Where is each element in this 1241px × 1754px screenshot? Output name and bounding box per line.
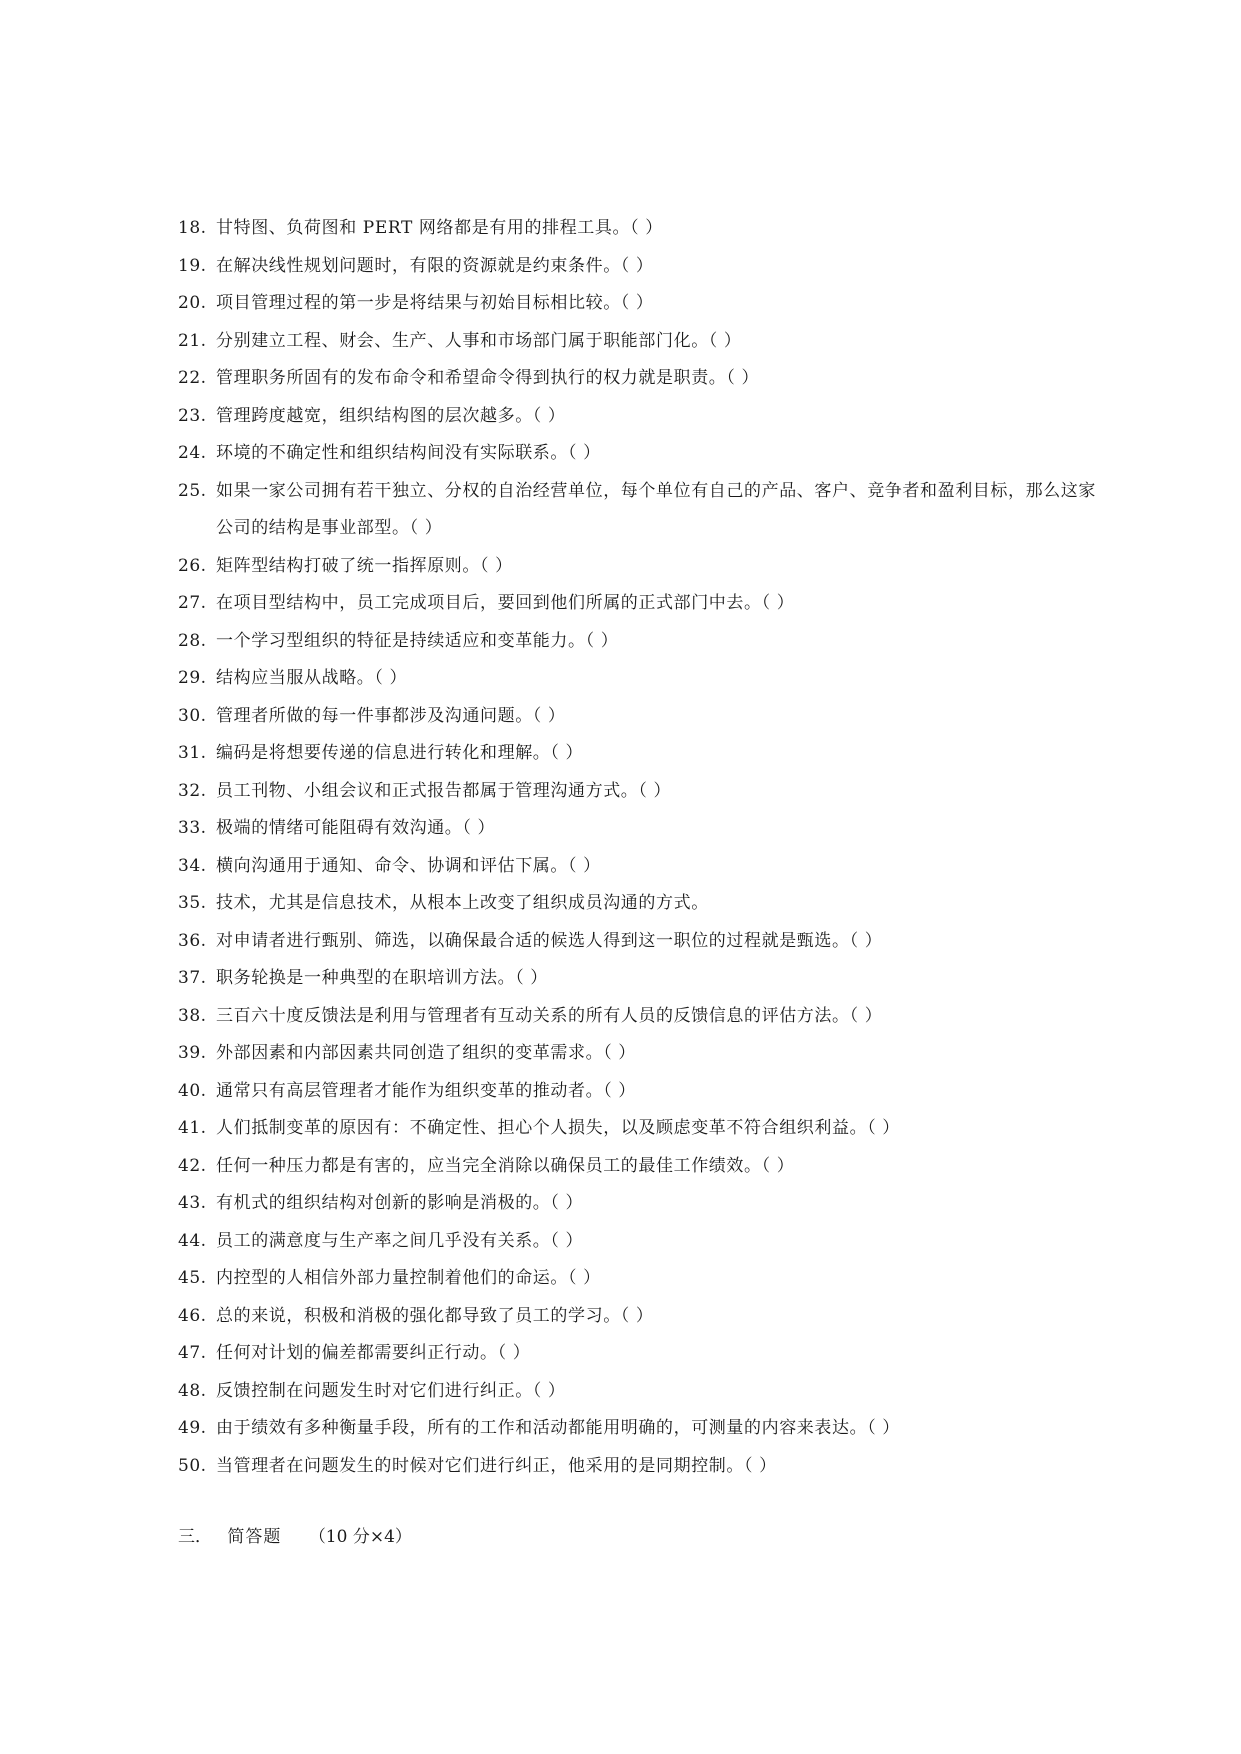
question-number: 44. — [178, 1230, 207, 1251]
question-number: 27. — [178, 593, 207, 613]
question-number: 50. — [178, 1455, 207, 1476]
question-item — [178, 398, 1098, 436]
question-text: 甘特图、负荷图和 PERT 网络都是有用的排程工具。（ ） — [216, 218, 663, 238]
question-item — [178, 1373, 1098, 1411]
question-item — [178, 1298, 1098, 1336]
question-number: 22. — [178, 368, 207, 388]
question-text: 结构应当服从战略。（ ） — [216, 668, 408, 688]
question-item — [178, 660, 1098, 698]
question-number: 31. — [178, 743, 207, 763]
question-text: 一个学习型组织的特征是持续适应和变革能力。（ ） — [216, 630, 619, 651]
question-number: 48. — [178, 1380, 207, 1401]
question-number: 28. — [178, 630, 207, 651]
question-text: 管理职务所固有的发布命令和希望命令得到执行的权力就是职责。（ ） — [216, 368, 760, 388]
question-item — [178, 1035, 1098, 1073]
question-item — [178, 1448, 1098, 1486]
question-text: 反馈控制在问题发生时对它们进行纠正。（ ） — [216, 1380, 566, 1401]
question-text: 极端的情绪可能阻碍有效沟通。（ ） — [216, 818, 496, 838]
question-item — [178, 998, 1098, 1036]
question-number: 41. — [178, 1118, 207, 1138]
question-text: 环境的不确定性和组织结构间没有实际联系。（ ） — [216, 443, 601, 463]
question-number: 49. — [178, 1418, 207, 1438]
question-number: 23. — [178, 405, 207, 426]
question-item — [178, 285, 1098, 323]
question-text: 任何对计划的偏差都需要纠正行动。（ ） — [216, 1343, 531, 1363]
question-text: 管理跨度越宽，组织结构图的层次越多。（ ） — [216, 405, 566, 426]
section-number: 三． — [178, 1527, 212, 1547]
question-item — [178, 548, 1098, 586]
true-false-question-list — [178, 210, 1098, 1485]
section-score: （10 分×4） — [308, 1527, 412, 1547]
question-text: 外部因素和内部因素共同创造了组织的变革需求。（ ） — [216, 1043, 636, 1063]
question-item — [178, 623, 1098, 661]
question-number: 20. — [178, 293, 207, 313]
question-number: 19. — [178, 255, 207, 276]
question-item — [178, 1335, 1098, 1373]
question-number: 21. — [178, 330, 207, 351]
question-number: 30. — [178, 705, 207, 726]
question-text: 编码是将想要传递的信息进行转化和理解。（ ） — [216, 743, 584, 763]
question-text: 矩阵型结构打破了统一指挥原则。（ ） — [216, 555, 513, 576]
question-text: 在解决线性规划问题时，有限的资源就是约束条件。（ ） — [216, 255, 654, 276]
question-text: 如果一家公司拥有若干独立、分权的自治经营单位，每个单位有自己的产品、客户、竞争者和盈利目标，那么这家公司的结构是事业部型。（ ） — [216, 480, 1096, 538]
question-text: 人们抵制变革的原因有：不确定性、担心个人损失，以及顾虑变革不符合组织利益。（ ） — [216, 1118, 900, 1138]
question-text: 管理者所做的每一件事都涉及沟通问题。（ ） — [216, 705, 566, 726]
question-number: 36. — [178, 930, 207, 951]
question-text: 项目管理过程的第一步是将结果与初始目标相比较。（ ） — [216, 293, 654, 313]
question-number: 33. — [178, 818, 207, 838]
question-number: 35. — [178, 893, 207, 913]
question-item — [178, 923, 1098, 961]
question-number: 34. — [178, 855, 207, 876]
question-text: 任何一种压力都是有害的，应当完全消除以确保员工的最佳工作绩效。（ ） — [216, 1155, 795, 1176]
question-number: 37. — [178, 968, 207, 988]
question-number: 38. — [178, 1005, 207, 1026]
section-title: 简答题 — [227, 1527, 282, 1547]
question-item — [178, 735, 1098, 773]
question-item — [178, 585, 1098, 623]
question-text: 员工的满意度与生产率之间几乎没有关系。（ ） — [216, 1230, 584, 1251]
question-number: 42. — [178, 1155, 207, 1176]
question-number: 29. — [178, 668, 207, 688]
question-item — [178, 810, 1098, 848]
question-number: 45. — [178, 1268, 207, 1288]
question-number: 43. — [178, 1193, 207, 1213]
question-text: 在项目型结构中，员工完成项目后，要回到他们所属的正式部门中去。（ ） — [216, 593, 795, 613]
question-item — [178, 1185, 1098, 1223]
question-item — [178, 1260, 1098, 1298]
question-item — [178, 360, 1098, 398]
question-number: 26. — [178, 555, 207, 576]
question-item — [178, 960, 1098, 998]
question-text: 内控型的人相信外部力量控制着他们的命运。（ ） — [216, 1268, 601, 1288]
question-item — [178, 323, 1098, 361]
question-text: 职务轮换是一种典型的在职培训方法。（ ） — [216, 968, 548, 988]
question-item — [178, 1223, 1098, 1261]
question-text: 技术，尤其是信息技术，从根本上改变了组织成员沟通的方式。 — [216, 893, 709, 913]
question-item — [178, 1110, 1098, 1148]
question-item — [178, 773, 1098, 811]
question-text: 横向沟通用于通知、命令、协调和评估下属。（ ） — [216, 855, 601, 876]
question-item — [178, 848, 1098, 886]
question-item — [178, 210, 1098, 248]
question-number: 40. — [178, 1080, 207, 1101]
question-number: 32. — [178, 780, 207, 801]
question-text: 对申请者进行甄别、筛选，以确保最合适的候选人得到这一职位的过程就是甄选。（ ） — [216, 930, 883, 951]
question-number: 46. — [178, 1305, 207, 1326]
question-item — [178, 1410, 1098, 1448]
question-text: 当管理者在问题发生的时候对它们进行纠正，他采用的是同期控制。（ ） — [216, 1455, 777, 1476]
question-item — [178, 473, 1098, 548]
question-text: 员工刊物、小组会议和正式报告都属于管理沟通方式。（ ） — [216, 780, 672, 801]
question-number: 39. — [178, 1043, 207, 1063]
question-number: 25. — [178, 480, 207, 501]
question-text: 通常只有高层管理者才能作为组织变革的推动者。（ ） — [216, 1080, 636, 1101]
question-text: 分别建立工程、财会、生产、人事和市场部门属于职能部门化。（ ） — [216, 330, 742, 351]
question-item — [178, 885, 1098, 923]
question-number: 18. — [178, 218, 207, 238]
question-text: 有机式的组织结构对创新的影响是消极的。（ ） — [216, 1193, 584, 1213]
question-text: 总的来说，积极和消极的强化都导致了员工的学习。（ ） — [216, 1305, 654, 1326]
question-item — [178, 1073, 1098, 1111]
question-text: 由于绩效有多种衡量手段，所有的工作和活动都能用明确的，可测量的内容来表达。（ ） — [216, 1418, 900, 1438]
section-heading — [178, 1522, 412, 1552]
question-number: 47. — [178, 1343, 207, 1363]
question-item — [178, 1148, 1098, 1186]
question-item — [178, 698, 1098, 736]
question-item — [178, 435, 1098, 473]
question-text: 三百六十度反馈法是利用与管理者有互动关系的所有人员的反馈信息的评估方法。（ ） — [216, 1005, 883, 1026]
question-number: 24. — [178, 443, 207, 463]
question-item — [178, 248, 1098, 286]
